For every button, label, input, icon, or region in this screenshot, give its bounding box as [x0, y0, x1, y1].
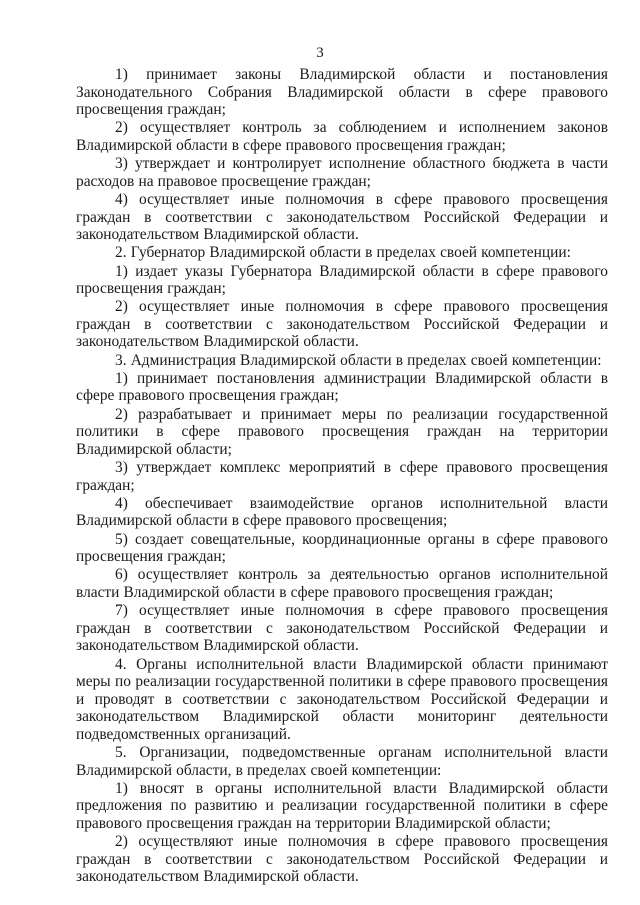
paragraph-3-6: 6) осуществляет контроль за деятельностью органов исполнительной власти Владимирской области в сфере правового просвещения граждан;	[76, 566, 608, 601]
paragraph-3-1: 1) принимает постановления администрации Владимирской области в сфере правового просвещения граждан;	[76, 369, 608, 405]
paragraph-1-2: 2) осуществляет контроль за соблюдением и исполнением законов Владимирской области в сфере правового просвещения граждан;	[76, 119, 608, 154]
paragraph-section-3-heading: 3. Администрация Владимирской области в пределах своей компетенции:	[115, 351, 602, 369]
paragraph-5-1: 1) вносят в органы исполнительной власти Владимирской области предложения по развитию и реализации государственной политики в сфере правового просвещения граждан на территории Владимирской области;	[76, 779, 608, 833]
paragraph-1-4: 4) осуществляет иные полномочия в сфере правового просвещения граждан в соответствии с законодательством Российской Федерации и законодательством Владимирской области.	[76, 190, 608, 244]
paragraph-3-3: 3) утверждает комплекс мероприятий в сфере правового просвещения граждан;	[76, 459, 608, 494]
paragraph-2-1: 1) издает указы Губернатора Владимирской области в сфере правового просвещения граждан;	[76, 262, 608, 298]
page-number: 3	[316, 45, 324, 61]
paragraph-3-7: 7) осуществляет иные полномочия в сфере правового просвещения граждан в соответствии с законодательством Российской Федерации и законодательством Владимирской области.	[76, 602, 608, 655]
paragraph-5-2: 2) осуществляют иные полномочия в сфере правового просвещения граждан в соответствии с законодательством Российской Федерации и законодательством Владимирской области.	[76, 833, 608, 886]
paragraph-section-2-heading: 2. Губернатор Владимирской области в пределах своей компетенции:	[115, 244, 571, 262]
document-body	[76, 66, 608, 887]
paragraph-1-1: 1) принимает законы Владимирской области и постановления Законодательного Собрания Владимирской области в сфере правового просвещения граждан;	[76, 66, 608, 119]
paragraph-section-5-heading: 5. Организации, подведомственные органам исполнительной власти Владимирской области, в пределах своей компетенции:	[76, 744, 608, 779]
paragraph-2-2: 2) осуществляет иные полномочия в сфере правового просвещения граждан в соответствии с законодательством Российской Федерации и законодательством Владимирской области.	[76, 298, 608, 351]
paragraph-3-4: 4) обеспечивает взаимодействие органов исполнительной власти Владимирской области в сфере правового просвещения;	[76, 494, 608, 530]
paragraph-3-2: 2) разрабатывает и принимает меры по реализации государственной политики в сфере правового просвещения граждан на территории Владимирской области;	[76, 405, 608, 458]
paragraph-3-5: 5) создает совещательные, координационные органы в сфере правового просвещения граждан;	[76, 530, 608, 566]
paragraph-section-4: 4. Органы исполнительной власти Владимирской области принимают меры по реализации государственной политики в сфере правового просвещения и проводят в соответствии с законодательством Российской Федерации и законодательством Владимирской области мониторинг деятельности подведомственных организаций.	[76, 655, 608, 743]
paragraph-1-3: 3) утверждает и контролирует исполнение областного бюджета в части расходов на правовое просвещение граждан;	[76, 155, 608, 190]
